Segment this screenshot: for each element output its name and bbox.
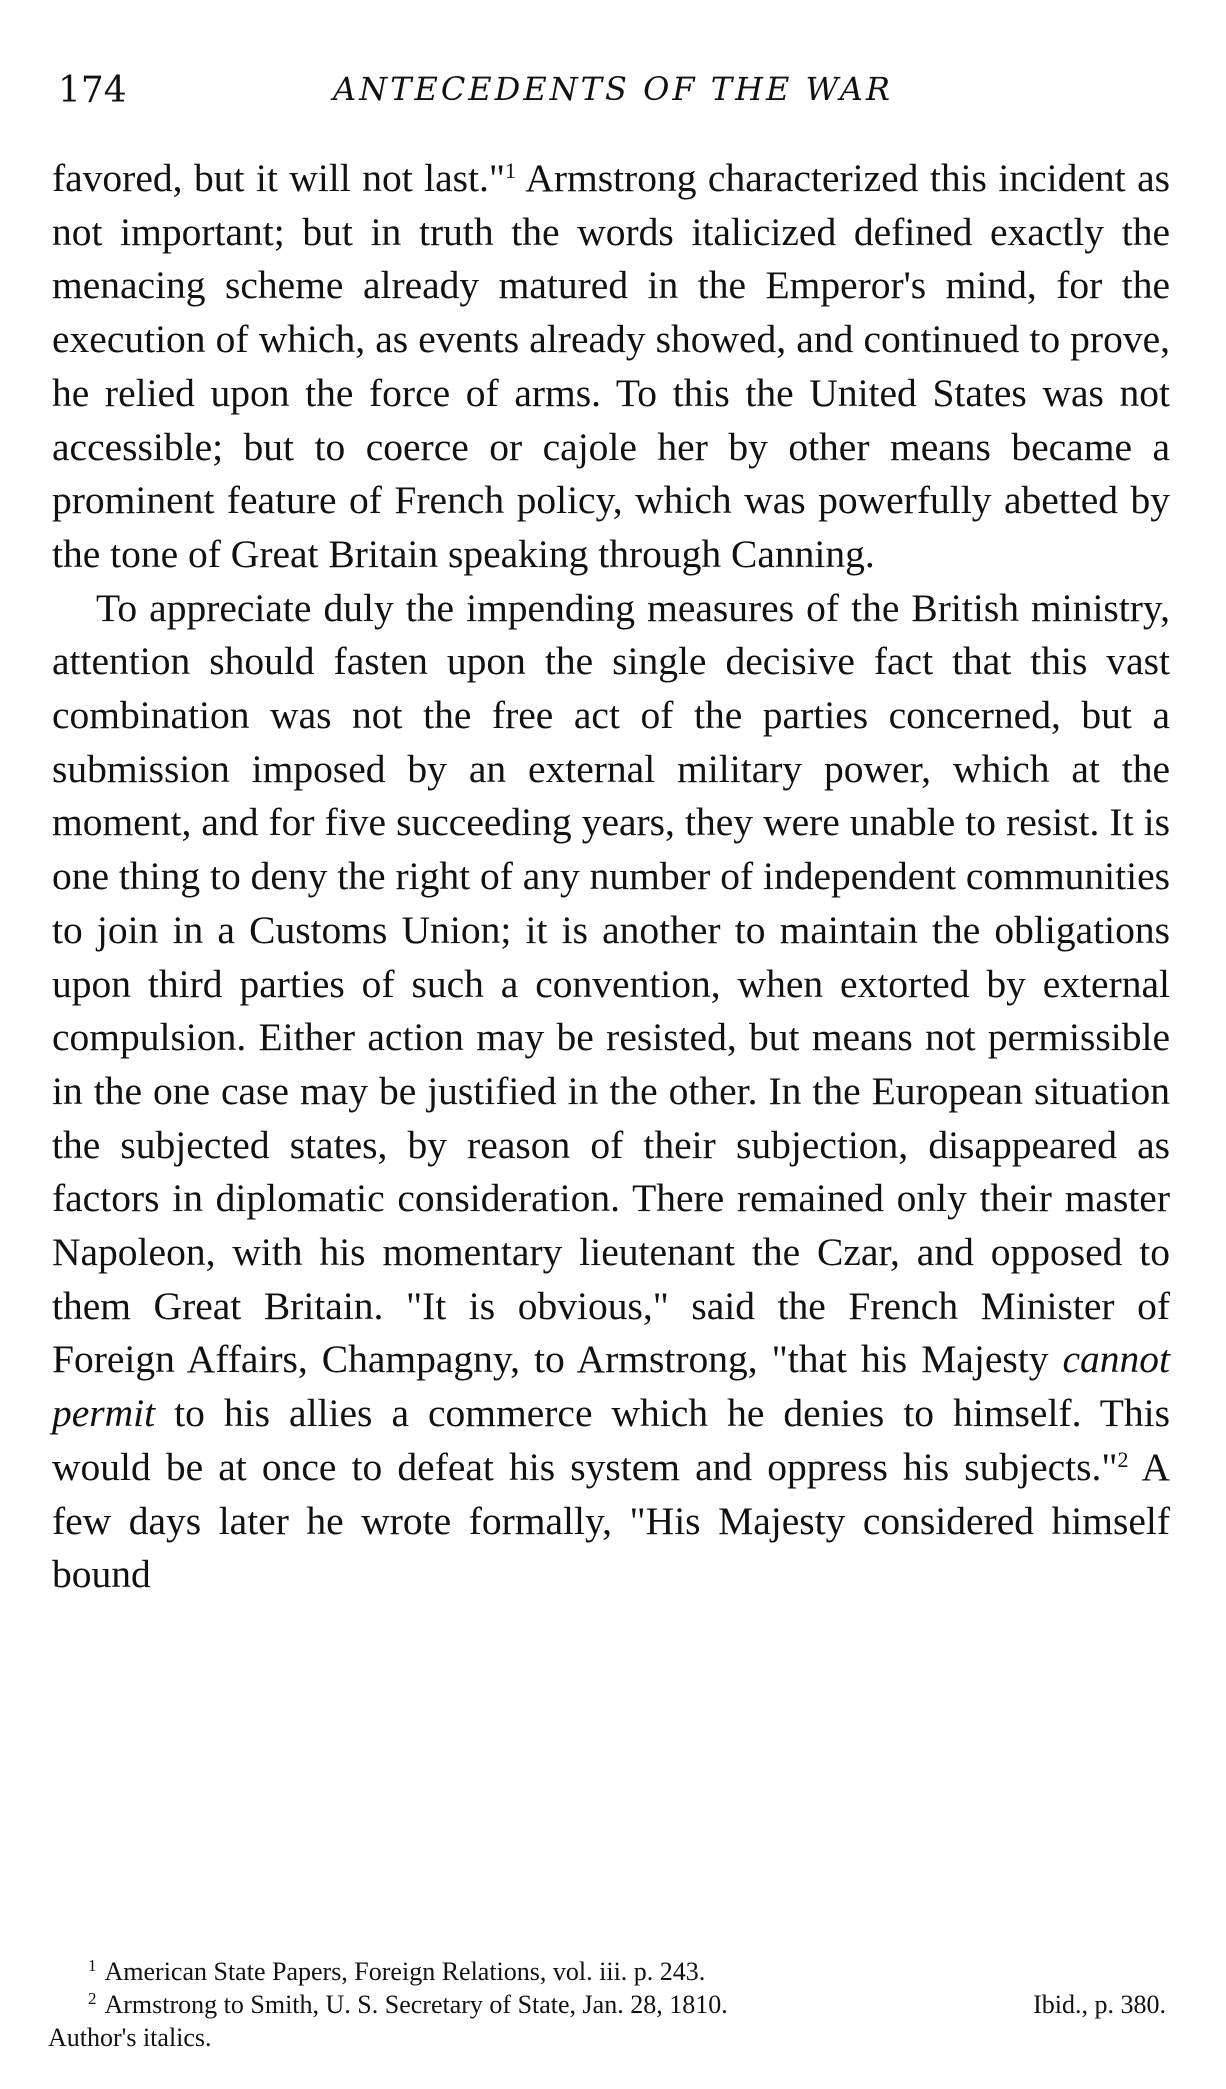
paragraph-1 [52, 152, 1170, 582]
paragraph-1-text-b: Armstrong characterized this incident as not important; but in truth the words italicized defined exactly the menacing scheme already matured in the Emperor's mind, for the execution of which, as events already showed, and continued to prove, he relied upon the force of arms. To this the United States was not accessible; but to coerce or cajole her by other means became a prominent feature of French policy, which was powerfully abetted by the tone of Great Britain speaking through Canning. [52, 156, 1170, 576]
paragraph-2-text-c: A few days later he wrote formally, "His Majesty considered himself bound [52, 1444, 1170, 1597]
paragraph-1-text-a: favored, but it will not last." [52, 156, 506, 200]
italic-emphasis: cannot permit [52, 1337, 1170, 1436]
running-title: ANTECEDENTS OF THE WAR [333, 70, 893, 108]
page-header [58, 70, 1168, 130]
footnote-ref-1: 1 [505, 158, 517, 183]
page-number: 174 [58, 70, 127, 111]
main-text [52, 152, 1170, 1602]
footnotes [48, 1955, 1166, 2054]
footnote-1-text: American State Papers, Foreign Relations, vol. iii. p. 243. [104, 1957, 706, 1986]
paragraph-2-text-b: to his allies a commerce which he denies to himself. This would be at once to defeat his system and oppress his subjects." [52, 1391, 1170, 1489]
footnote-2 [48, 1988, 1166, 2021]
footnote-ref-2: 2 [1117, 1446, 1129, 1472]
footnote-2-marker: 2 [88, 1989, 97, 2008]
footnote-2-note: Author's italics. [48, 2023, 212, 2052]
footnote-2-text: Armstrong to Smith, U. S. Secretary of State, Jan. 28, 1810. [104, 1990, 728, 2019]
paragraph-2-text-a: To appreciate duly the impending measures of the British ministry, attention should fasten upon the single decisive fact that this vast combination was not the free act of the parties concerned, but a submission imposed by an external military power, which at the moment, and for five succeeding years, they were unable to resist. It is one thing to deny the right of any number of independent communities to join in a Customs Union; it is another to maintain the obligations upon third parties of such a convention, when extorted by external compulsion. Either action may be resisted, but means not permissible in the one case may be justified in the other. In the European situation the subjected states, by reason of their subjection, disappeared as factors in diplomatic consideration. There remained only their master Napoleon, with his momentary lieutenant the Czar, and opposed to them Great Britain. "It is obvious," said the French Minister of Foreign Affairs, Champagny, to Armstrong, "that his Majesty [52, 585, 1170, 1382]
paragraph-2 [52, 582, 1170, 1602]
footnote-2-ref: Ibid., p. 380. [1033, 1990, 1166, 2019]
footnote-1-marker: 1 [88, 1956, 97, 1975]
footnote-1 [48, 1955, 1166, 1988]
